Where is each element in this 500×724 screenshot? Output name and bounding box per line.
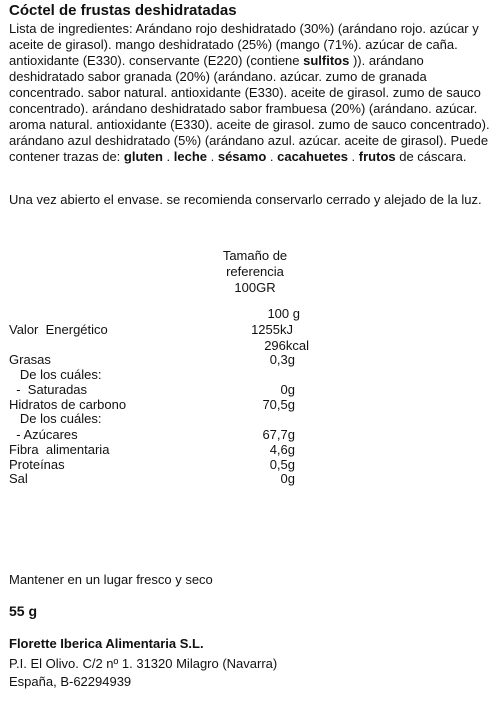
allergen-sesamo: sésamo: [217, 149, 267, 164]
separator: .: [162, 149, 174, 164]
ingredients-text: )). arándano deshidratado sabor granada (20%) (arándano. azúcar. zumo de granada concentrado. sabor natural. antioxidante (E330). aceite de girasol. zumo de sauco concentrado). arándano deshidratado sabor frambuesa (20%) (arándano. azúcar. aroma natural. antioxidante (E330). aceite de girasol. zumo de sauco concentrado). arándano azul deshidratado (5%) (arándano azul. azúcar. aceite de girasol). Puede contener trazas de:: [9, 53, 490, 164]
ingredients-list: [9, 21, 493, 165]
nutrition-row: [9, 352, 309, 368]
company-address: P.I. El Olivo. C/2 nº 1. 31320 Milagro (Navarra): [9, 656, 278, 671]
reference-value: 100GR: [234, 280, 276, 295]
net-weight: 55 g: [9, 603, 38, 619]
nutrition-row: [9, 427, 309, 443]
nutrition-row: [9, 411, 309, 427]
ingredients-text: Lista de ingredientes: Arándano rojo deshidratado (30%) (arándano rojo. azúcar y aceite de girasol). mango deshidratado (25%) (mango (71%). azúcar de caña. antioxidante (E330). conservante (E220) (contiene: [9, 21, 479, 68]
company-name: Florette Iberica Alimentaria S.L.: [9, 636, 204, 651]
nutrition-label: De los cuáles:: [9, 367, 102, 382]
nutrition-value: 67,7g: [262, 427, 295, 442]
nutrition-label: Hidratos de carbono: [9, 397, 127, 412]
nutrition-row: [9, 471, 309, 487]
nutrition-label: De los cuáles:: [9, 411, 102, 426]
nutrition-label: Valor Energético: [9, 322, 108, 337]
nutrition-value: 0g: [280, 471, 295, 486]
nutrition-label: Sal: [9, 471, 28, 486]
nutrition-value: 0,3g: [269, 352, 295, 367]
nutrition-row: [9, 382, 309, 398]
nutrition-value: 70,5g: [262, 397, 295, 412]
nutrition-value: 296kcal: [264, 338, 309, 353]
allergen-gluten: gluten: [123, 149, 163, 164]
reference-size: [195, 248, 315, 296]
allergen-frutos: frutos: [358, 149, 396, 164]
nutrition-label: Proteínas: [9, 457, 65, 472]
company-country-id: España, B-62294939: [9, 674, 132, 689]
allergen-leche: leche: [173, 149, 207, 164]
nutrition-row: [9, 442, 309, 458]
nutrition-value: 4,6g: [269, 442, 295, 457]
nutrition-value: 0,5g: [269, 457, 295, 472]
nutrition-value: 1255kJ: [251, 322, 293, 337]
nutrition-label: Fibra alimentaria: [9, 442, 110, 457]
allergen-sulfitos: sulfitos: [303, 53, 350, 68]
nutrition-value: 0g: [280, 382, 295, 397]
nutrition-row: [9, 322, 309, 338]
product-title: Cóctel de frustas deshidratadas: [9, 2, 237, 19]
separator: .: [207, 149, 218, 164]
conservation-note: Mantener en un lugar fresco y seco: [9, 572, 213, 587]
nutrition-label: - Azúcares: [9, 427, 78, 442]
nutrition-row: [9, 367, 309, 383]
ingredients-text: de cáscara.: [395, 149, 467, 164]
nutrition-label: - Saturadas: [9, 382, 88, 397]
separator: .: [266, 149, 278, 164]
separator: .: [347, 149, 359, 164]
nutrition-column-header: 100 g: [267, 306, 300, 321]
reference-label: Tamaño de referencia: [222, 248, 288, 279]
nutrition-label: Grasas: [9, 352, 51, 367]
storage-note: Una vez abierto el envase. se recomienda conservarlo cerrado y alejado de la luz.: [9, 192, 482, 207]
allergen-cacahuetes: cacahuetes: [277, 149, 348, 164]
